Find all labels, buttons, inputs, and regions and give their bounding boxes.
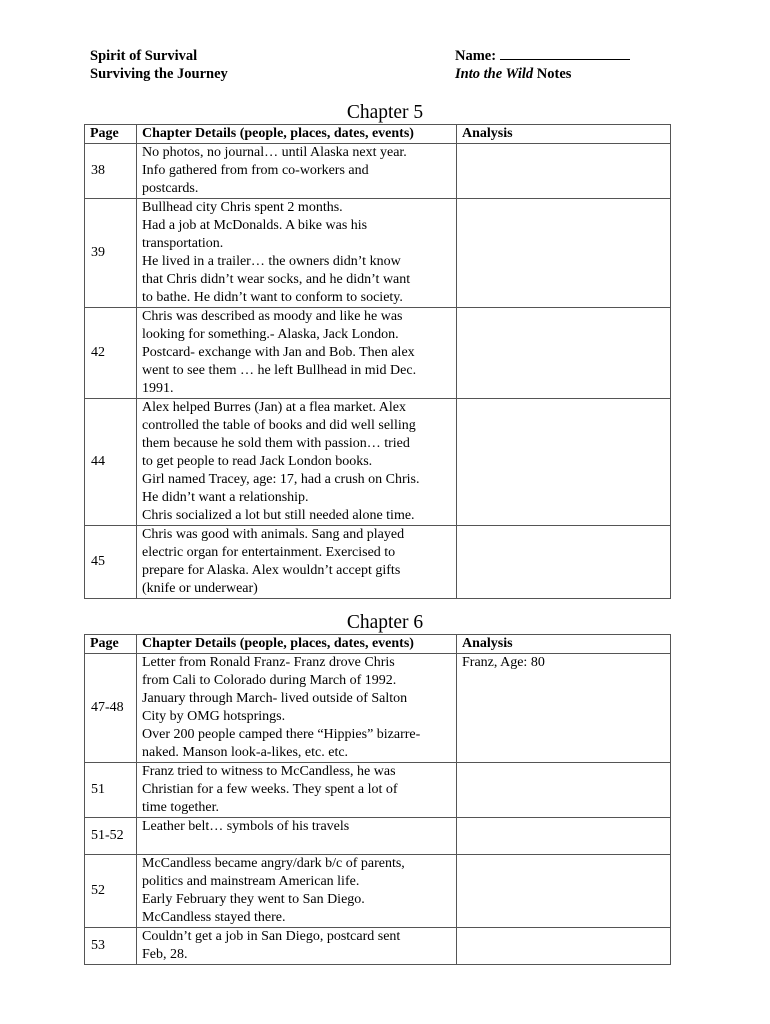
page-column-header: Page xyxy=(85,635,137,654)
page-column-header: Page xyxy=(85,125,137,144)
name-header xyxy=(455,47,630,83)
detail-line: McCandless stayed there. xyxy=(142,910,286,925)
table-row xyxy=(85,308,671,399)
detail-line: time together. xyxy=(142,800,219,815)
detail-line: Over 200 people camped there “Hippies” bizarre- xyxy=(142,727,421,742)
detail-line: to get people to read Jack London books. xyxy=(142,454,373,469)
detail-line: Christian for a few weeks. They spent a lot of xyxy=(142,782,398,797)
page-number-cell: 47-48 xyxy=(85,654,137,763)
detail-line: Chris was good with animals. Sang and played xyxy=(142,527,405,542)
table-row xyxy=(85,928,671,965)
detail-line: politics and mainstream American life. xyxy=(142,874,360,889)
detail-line: transportation. xyxy=(142,236,224,251)
course-header xyxy=(90,47,228,83)
detail-line: (knife or underwear) xyxy=(142,581,258,596)
detail-line: City by OMG hotsprings. xyxy=(142,709,286,724)
analysis-column-header: Analysis xyxy=(457,125,671,144)
detail-line: No photos, no journal… until Alaska next year. xyxy=(142,145,407,160)
page-number-cell: 53 xyxy=(85,928,137,965)
chapter-details-cell xyxy=(137,308,457,399)
chapter-details-cell xyxy=(137,763,457,818)
detail-line: Chris was described as moody and like he was xyxy=(142,309,403,324)
detail-line: He didn’t want a relationship. xyxy=(142,490,309,505)
name-label: Name: xyxy=(455,48,497,64)
detail-line: Feb, 28. xyxy=(142,947,188,962)
detail-line: prepare for Alaska. Alex wouldn’t accept gifts xyxy=(142,563,401,578)
chapter-details-cell xyxy=(137,855,457,928)
analysis-cell xyxy=(457,818,671,855)
table-row xyxy=(85,199,671,308)
course-subtitle: Surviving the Journey xyxy=(90,66,228,82)
detail-line: that Chris didn’t wear socks, and he didn’t want xyxy=(142,272,411,287)
name-blank-line xyxy=(500,47,630,60)
analysis-cell xyxy=(457,526,671,599)
analysis-column-header: Analysis xyxy=(457,635,671,654)
detail-line: went to see them … he left Bullhead in mid Dec. xyxy=(142,363,417,378)
table-row xyxy=(85,399,671,526)
page-number-cell: 52 xyxy=(85,855,137,928)
analysis-cell xyxy=(457,928,671,965)
table-header-row xyxy=(85,125,671,144)
table-row xyxy=(85,855,671,928)
table-row xyxy=(85,526,671,599)
detail-line: McCandless became angry/dark b/c of parents, xyxy=(142,856,405,871)
chapter-details-cell xyxy=(137,818,457,855)
analysis-cell xyxy=(457,855,671,928)
detail-line: postcards. xyxy=(142,181,199,196)
detail-line: looking for something.- Alaska, Jack London. xyxy=(142,327,399,342)
analysis-cell xyxy=(457,399,671,526)
detail-line: Leather belt… symbols of his travels xyxy=(142,819,350,834)
page-number-cell: 51 xyxy=(85,763,137,818)
detail-line: 1991. xyxy=(142,381,174,396)
detail-line xyxy=(142,836,456,854)
table-row xyxy=(85,763,671,818)
detail-line: them because he sold them with passion… tried xyxy=(142,436,410,451)
analysis-cell xyxy=(457,199,671,308)
notes-label: Notes xyxy=(536,66,572,82)
detail-line: Girl named Tracey, age: 17, had a crush on Chris. xyxy=(142,472,420,487)
detail-line: He lived in a trailer… the owners didn’t know xyxy=(142,254,401,269)
page-number-cell: 44 xyxy=(85,399,137,526)
table-header-row xyxy=(85,635,671,654)
detail-line: Info gathered from from co-workers and xyxy=(142,163,369,178)
page-number-cell: 42 xyxy=(85,308,137,399)
chapter-6-table xyxy=(84,634,671,965)
detail-line: Had a job at McDonalds. A bike was his xyxy=(142,218,368,233)
page-number-cell: 38 xyxy=(85,144,137,199)
detail-line: January through March- lived outside of Salton xyxy=(142,691,408,706)
details-column-header: Chapter Details (people, places, dates, events) xyxy=(137,125,457,144)
detail-line: Letter from Ronald Franz- Franz drove Chris xyxy=(142,655,395,670)
detail-line: controlled the table of books and did well selling xyxy=(142,418,416,433)
detail-line: Chris socialized a lot but still needed alone time. xyxy=(142,508,415,523)
chapter-details-cell xyxy=(137,928,457,965)
table-row xyxy=(85,144,671,199)
chapter-details-cell xyxy=(137,144,457,199)
analysis-cell: Franz, Age: 80 xyxy=(457,654,671,763)
chapter-details-cell xyxy=(137,526,457,599)
detail-line: to bathe. He didn’t want to conform to society. xyxy=(142,290,403,305)
chapter-6-title: Chapter 6 xyxy=(346,612,424,633)
chapter-details-cell xyxy=(137,199,457,308)
detail-line: Postcard- exchange with Jan and Bob. Then alex xyxy=(142,345,415,360)
page-number-cell: 45 xyxy=(85,526,137,599)
chapter-details-cell xyxy=(137,654,457,763)
detail-line: from Cali to Colorado during March of 1992. xyxy=(142,673,397,688)
detail-line: Alex helped Burres (Jan) at a flea market. Alex xyxy=(142,400,406,415)
table-row xyxy=(85,818,671,855)
page-number-cell: 51-52 xyxy=(85,818,137,855)
analysis-cell xyxy=(457,144,671,199)
detail-line: Franz tried to witness to McCandless, he was xyxy=(142,764,396,779)
chapter-details-cell xyxy=(137,399,457,526)
detail-line: Early February they went to San Diego. xyxy=(142,892,365,907)
chapter-5-table xyxy=(84,124,671,599)
chapter-5-title: Chapter 5 xyxy=(346,102,424,123)
detail-line: naked. Manson look-a-likes, etc. etc. xyxy=(142,745,349,760)
book-title: Into the Wild xyxy=(455,66,534,82)
page-number-cell: 39 xyxy=(85,199,137,308)
course-title: Spirit of Survival xyxy=(90,48,198,64)
details-column-header: Chapter Details (people, places, dates, events) xyxy=(137,635,457,654)
table-row xyxy=(85,654,671,763)
analysis-cell xyxy=(457,308,671,399)
detail-line: Bullhead city Chris spent 2 months. xyxy=(142,200,343,215)
detail-line: Couldn’t get a job in San Diego, postcard sent xyxy=(142,929,401,944)
analysis-cell xyxy=(457,763,671,818)
detail-line: electric organ for entertainment. Exercised to xyxy=(142,545,396,560)
